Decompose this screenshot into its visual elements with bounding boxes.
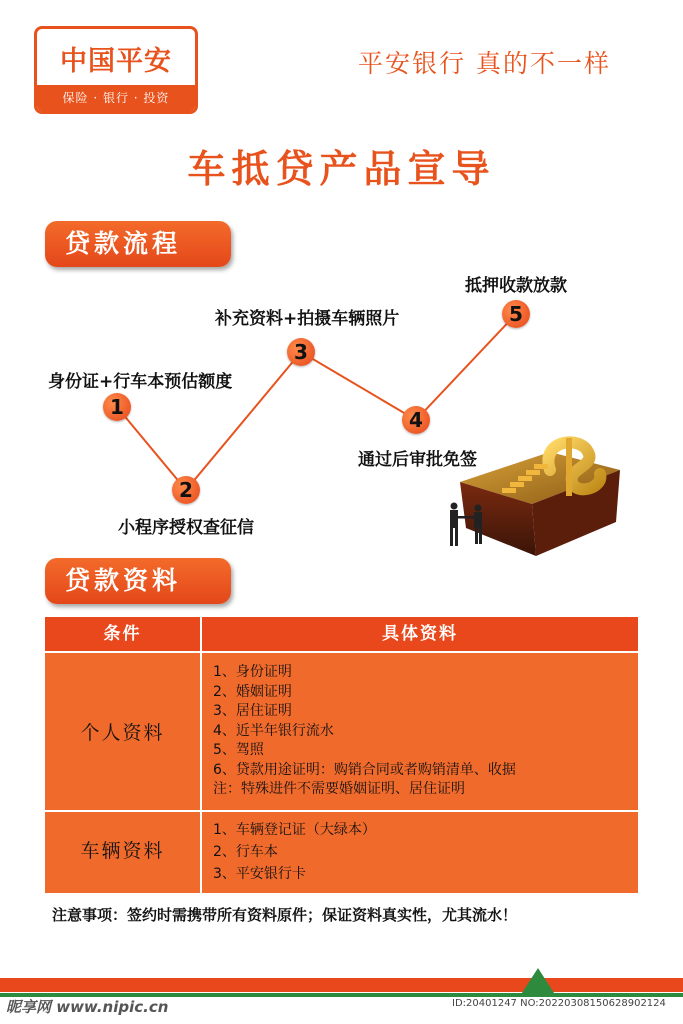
- list-item: 1、车辆登记证（大绿本）: [213, 822, 376, 838]
- watermark-id: ID:20401247 NO:20220308150628902124: [452, 998, 666, 1009]
- process-section-header: 贷款流程: [45, 221, 231, 267]
- step-3-circle: 3: [287, 338, 315, 366]
- step-1-circle: 1: [103, 393, 131, 421]
- column-header-details: 具体资料: [382, 624, 458, 644]
- list-item: 3、平安银行卡: [213, 866, 306, 882]
- table-divider-header: [45, 651, 638, 653]
- vehicle-items-list: [213, 819, 376, 885]
- step-3-label: 补充资料+拍摄车辆照片: [215, 309, 400, 329]
- list-item: 3、居住证明: [213, 703, 292, 719]
- list-item: 注：特殊进件不需要婚姻证明、居住证明: [213, 781, 465, 797]
- column-header-condition: 条件: [103, 624, 142, 644]
- step-4-label: 通过后审批免签: [358, 450, 477, 470]
- list-item: 4、近半年银行流水: [213, 722, 334, 739]
- materials-section-header: 贷款资料: [45, 558, 231, 604]
- table-divider-vertical: [200, 617, 202, 893]
- watermark-site: 昵享网 www.nipic.cn: [6, 998, 169, 1016]
- step-2-label: 小程序授权查征信: [118, 518, 254, 538]
- logo-sub-text: 保险 · 银行 · 投资: [37, 85, 195, 111]
- materials-table: [45, 617, 638, 893]
- notice-text: 注意事项：签约时需携带所有资料原件；保证资料真实性，尤其流水！: [52, 906, 518, 924]
- table-divider-row: [45, 810, 638, 812]
- list-item: 5、驾照: [213, 742, 264, 758]
- step-2-circle: 2: [172, 476, 200, 504]
- step-5-label: 抵押收款放款: [465, 276, 567, 296]
- list-item: 2、婚姻证明: [213, 683, 292, 700]
- step-4-circle: 4: [402, 406, 430, 434]
- slogan: 平安银行 真的不一样: [358, 49, 611, 78]
- list-item: 6、贷款用途证明：购销合同或者购销清单、收据: [213, 761, 516, 778]
- footer-triangle-icon: [520, 968, 556, 996]
- row-label-vehicle: 车辆资料: [80, 840, 165, 862]
- footer-bar: [0, 978, 683, 992]
- row-label-personal: 个人资料: [80, 722, 165, 744]
- step-5-circle: 5: [502, 300, 530, 328]
- list-item: 2、行车本: [213, 844, 278, 860]
- handshake-gold-illustration: [440, 430, 660, 560]
- personal-items-list: [213, 663, 516, 800]
- page-title: 车抵贷产品宣导: [187, 147, 496, 191]
- logo-main-text: 中国平安: [60, 46, 172, 77]
- step-1-label: 身份证+行车本预估额度: [48, 372, 233, 392]
- table-header: [45, 617, 638, 651]
- list-item: 1、身份证明: [213, 664, 292, 680]
